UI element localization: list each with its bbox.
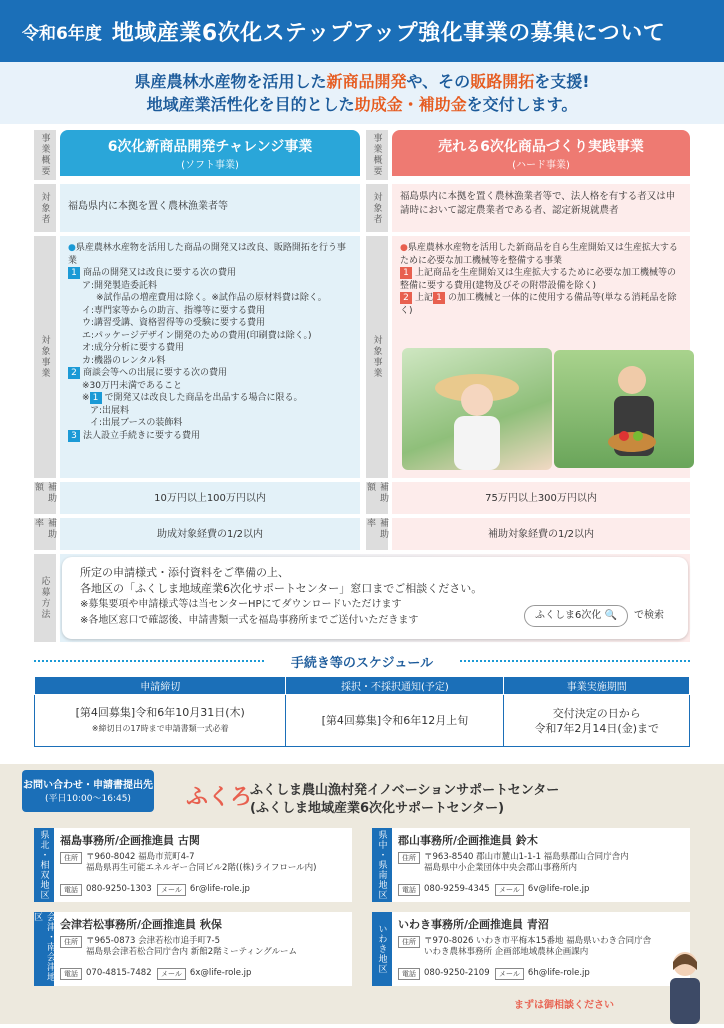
apply-line: 各地区の「ふくしま地域産業6次化サポートセンター」窓口までご相談ください。 [80, 582, 483, 595]
farmer-woman-photo [402, 348, 552, 470]
lead-line-2: 地域産業活性化を目的とした助成金・補助金を交付します。 [146, 95, 578, 114]
label-gaku: 補助額 [34, 482, 56, 514]
hard-target: 福島県内に本拠を置く農林漁業者等で、法人格を有する者又は申請時において認定農業者である者、認定新規就農者 [392, 184, 690, 232]
office-region: 会津・南会津地区 [34, 912, 54, 986]
office-name: 福島事務所/企画推進員 古関 [60, 834, 200, 847]
apply-line: 所定の申請様式・添付資料をご準備の上、 [80, 566, 289, 579]
hard-amount: 75万円以上300万円以内 [392, 482, 690, 514]
soft-content: ●県産農林水産物を活用した商品の開発又は改良、販路開拓を行う事業 1 商品の開発又は改良に要する次の費用 ア:開発製造委託料 ※試作品の増産費用は除く。※試作品の原材料費は除く。 イ:専門家等からの助言、指導等に要する費用 ウ:講習受講、資格習得等の受験に要する費用 エ:パッケージデザイン開発のための費用(印刷費は除く。) オ:成分分析に要する費用 カ:機器のレンタル料 2 商談会等への出展に要する次の費用 ※30万円未満であること ※ 1 で開発又は改良した商品を出品する場合に限る。 ア:出展料 イ:出展ブースの装飾料 3 法人設立手続きに要する費用 [60, 236, 360, 478]
office-phone[interactable]: 080-9259-4345 [424, 884, 490, 894]
office-phone[interactable]: 080-9250-2109 [424, 968, 490, 978]
office-phone[interactable]: 070-4815-7482 [86, 968, 152, 978]
schedule-header: 事業実施期間 [504, 677, 690, 695]
label-gaiyo: 事業概要 [34, 130, 56, 180]
search-suffix: で検索 [634, 610, 664, 621]
apply-line: ※募集要項や申請様式等は当センターHPにてダウンロードいただけます [80, 599, 402, 610]
person-icon [660, 944, 710, 1024]
office-card: 会津・南会津地区 会津若松事務所/企画推進員 秋保 住所 〒965-0873 会津若松市追手町7-5 福島県会津若松合同庁舎内 新館2階ミーティングルーム 電話 070-4815-7482 メール 6x@life-role.jp [34, 912, 352, 986]
soft-header: 6次化新商品開発チャレンジ事業 (ソフト事業) [60, 130, 360, 176]
office-region: 県北・相双地区 [34, 828, 54, 902]
search-widget [524, 605, 664, 627]
lead-banner [0, 62, 724, 124]
office-name: 会津若松事務所/企画推進員 秋保 [60, 918, 222, 931]
label-gaiyo-2: 事業概要 [366, 130, 388, 180]
office-card: 県北・相双地区 福島事務所/企画推進員 古関 住所 〒960-8042 福島市荒町4-7 福島県再生可能エネルギー合同ビル2階((株)ライフロール内) 電話 080-9250-1303 メール 6r@life-role.jp [34, 828, 352, 902]
office-region: 県中・県南地区 [372, 828, 392, 902]
apply-line: ※各地区窓口で確認後、申請書類一式を福島事務所までご送付いただきます [80, 615, 419, 626]
label-ritsu: 補助率 [34, 518, 56, 550]
soft-rate: 助成対象経費の1/2以内 [60, 518, 360, 550]
bullet-icon: ● [68, 243, 76, 253]
header-year: 令和6年度 [22, 23, 102, 44]
schedule-table [34, 676, 690, 747]
office-email[interactable]: 6x@life-role.jp [189, 968, 252, 978]
search-icon: 🔍 [604, 610, 617, 621]
label-taisho-2: 対象者 [366, 184, 388, 232]
soft-target: 福島県内に本拠を置く農林漁業者等 [60, 184, 360, 232]
office-card: いわき地区 いわき事務所/企画推進員 青沼 住所 〒970-8026 いわき市平梅本15番地 福島県いわき合同庁舎 いわき農林事務所 企画部地域農林企画課内 電話 080-9250-2109 メール 6h@life-role.jp [372, 912, 690, 986]
center-name: ふくしま農山漁村発イノベーションサポートセンター (ふくしま地域産業6次化サポートセンター) [250, 783, 560, 816]
photo-illustration [554, 350, 694, 468]
hard-content: ●県産農林水産物を活用した新商品を自ら生産開始又は生産拡大するために必要な加工機械等を整備する事業 1 上記商品を生産開始又は生産拡大するために必要な加工機械等の整備に要する費用(建物及びその附帯設備を除く) 2 上記 1 の加工機械と一体的に使用する備品等(単なる消耗品を除く) [392, 236, 690, 478]
label-gaku-2: 補助額 [366, 482, 388, 514]
label-jigyo: 対象事業 [34, 236, 56, 478]
farmer-man-photo [554, 350, 694, 468]
center-logo: ふくろ [186, 785, 253, 810]
office-email[interactable]: 6h@life-role.jp [527, 968, 590, 978]
soft-amount: 10万円以上100万円以内 [60, 482, 360, 514]
schedule-period: 交付決定の日から 令和7年2月14日(金)まで [504, 695, 690, 747]
label-ritsu-2: 補助率 [366, 518, 388, 550]
lead-line-1: 県産農林水産物を活用した新商品開発や、その販路開拓を支援! [134, 72, 590, 91]
consult-speech: まずは御相談ください [514, 1000, 614, 1011]
schedule-deadline: [第4回募集]令和6年10月31日(木) ※締切日の17時まで申請書類一式必着 [35, 695, 286, 747]
label-taisho: 対象者 [34, 184, 56, 232]
label-jigyo-2: 対象事業 [366, 236, 388, 478]
header [0, 0, 724, 62]
apply-box [62, 557, 688, 639]
office-phone[interactable]: 080-9250-1303 [86, 884, 152, 894]
office-card: 県中・県南地区 郡山事務所/企画推進員 鈴木 住所 〒963-8540 郡山市麓山1-1-1 福島県郡山合同庁舎内 福島県中小企業団体中央会郡山事務所内 電話 080-9259-4345 メール 6v@life-role.jp [372, 828, 690, 902]
bullet-icon: ● [400, 243, 408, 253]
staff-illustration [660, 944, 710, 1024]
office-email[interactable]: 6v@life-role.jp [527, 884, 590, 894]
hard-rate: 補助対象経費の1/2以内 [392, 518, 690, 550]
page-title: 地域産業6次化ステップアップ強化事業の募集について [111, 20, 666, 46]
office-region: いわき地区 [372, 912, 392, 986]
contact-tag: お問い合わせ・申請書提出先 (平日10:00〜16:45) [22, 770, 154, 812]
office-email[interactable]: 6r@life-role.jp [189, 884, 250, 894]
schedule-header: 採択・不採択通知(予定) [286, 677, 504, 695]
label-oubo: 応募方法 [34, 554, 56, 642]
photo-illustration [402, 348, 552, 470]
schedule-header: 申請締切 [35, 677, 286, 695]
office-name: 郡山事務所/企画推進員 鈴木 [398, 834, 538, 847]
hard-header: 売れる6次化商品づくり実践事業 (ハード事業) [392, 130, 690, 176]
schedule-notice: [第4回募集]令和6年12月上旬 [286, 695, 504, 747]
office-name: いわき事務所/企画推進員 青沼 [398, 918, 549, 931]
schedule-title: 手続き等のスケジュール [34, 652, 690, 671]
search-input[interactable]: ふくしま6次化 🔍 [524, 605, 628, 627]
